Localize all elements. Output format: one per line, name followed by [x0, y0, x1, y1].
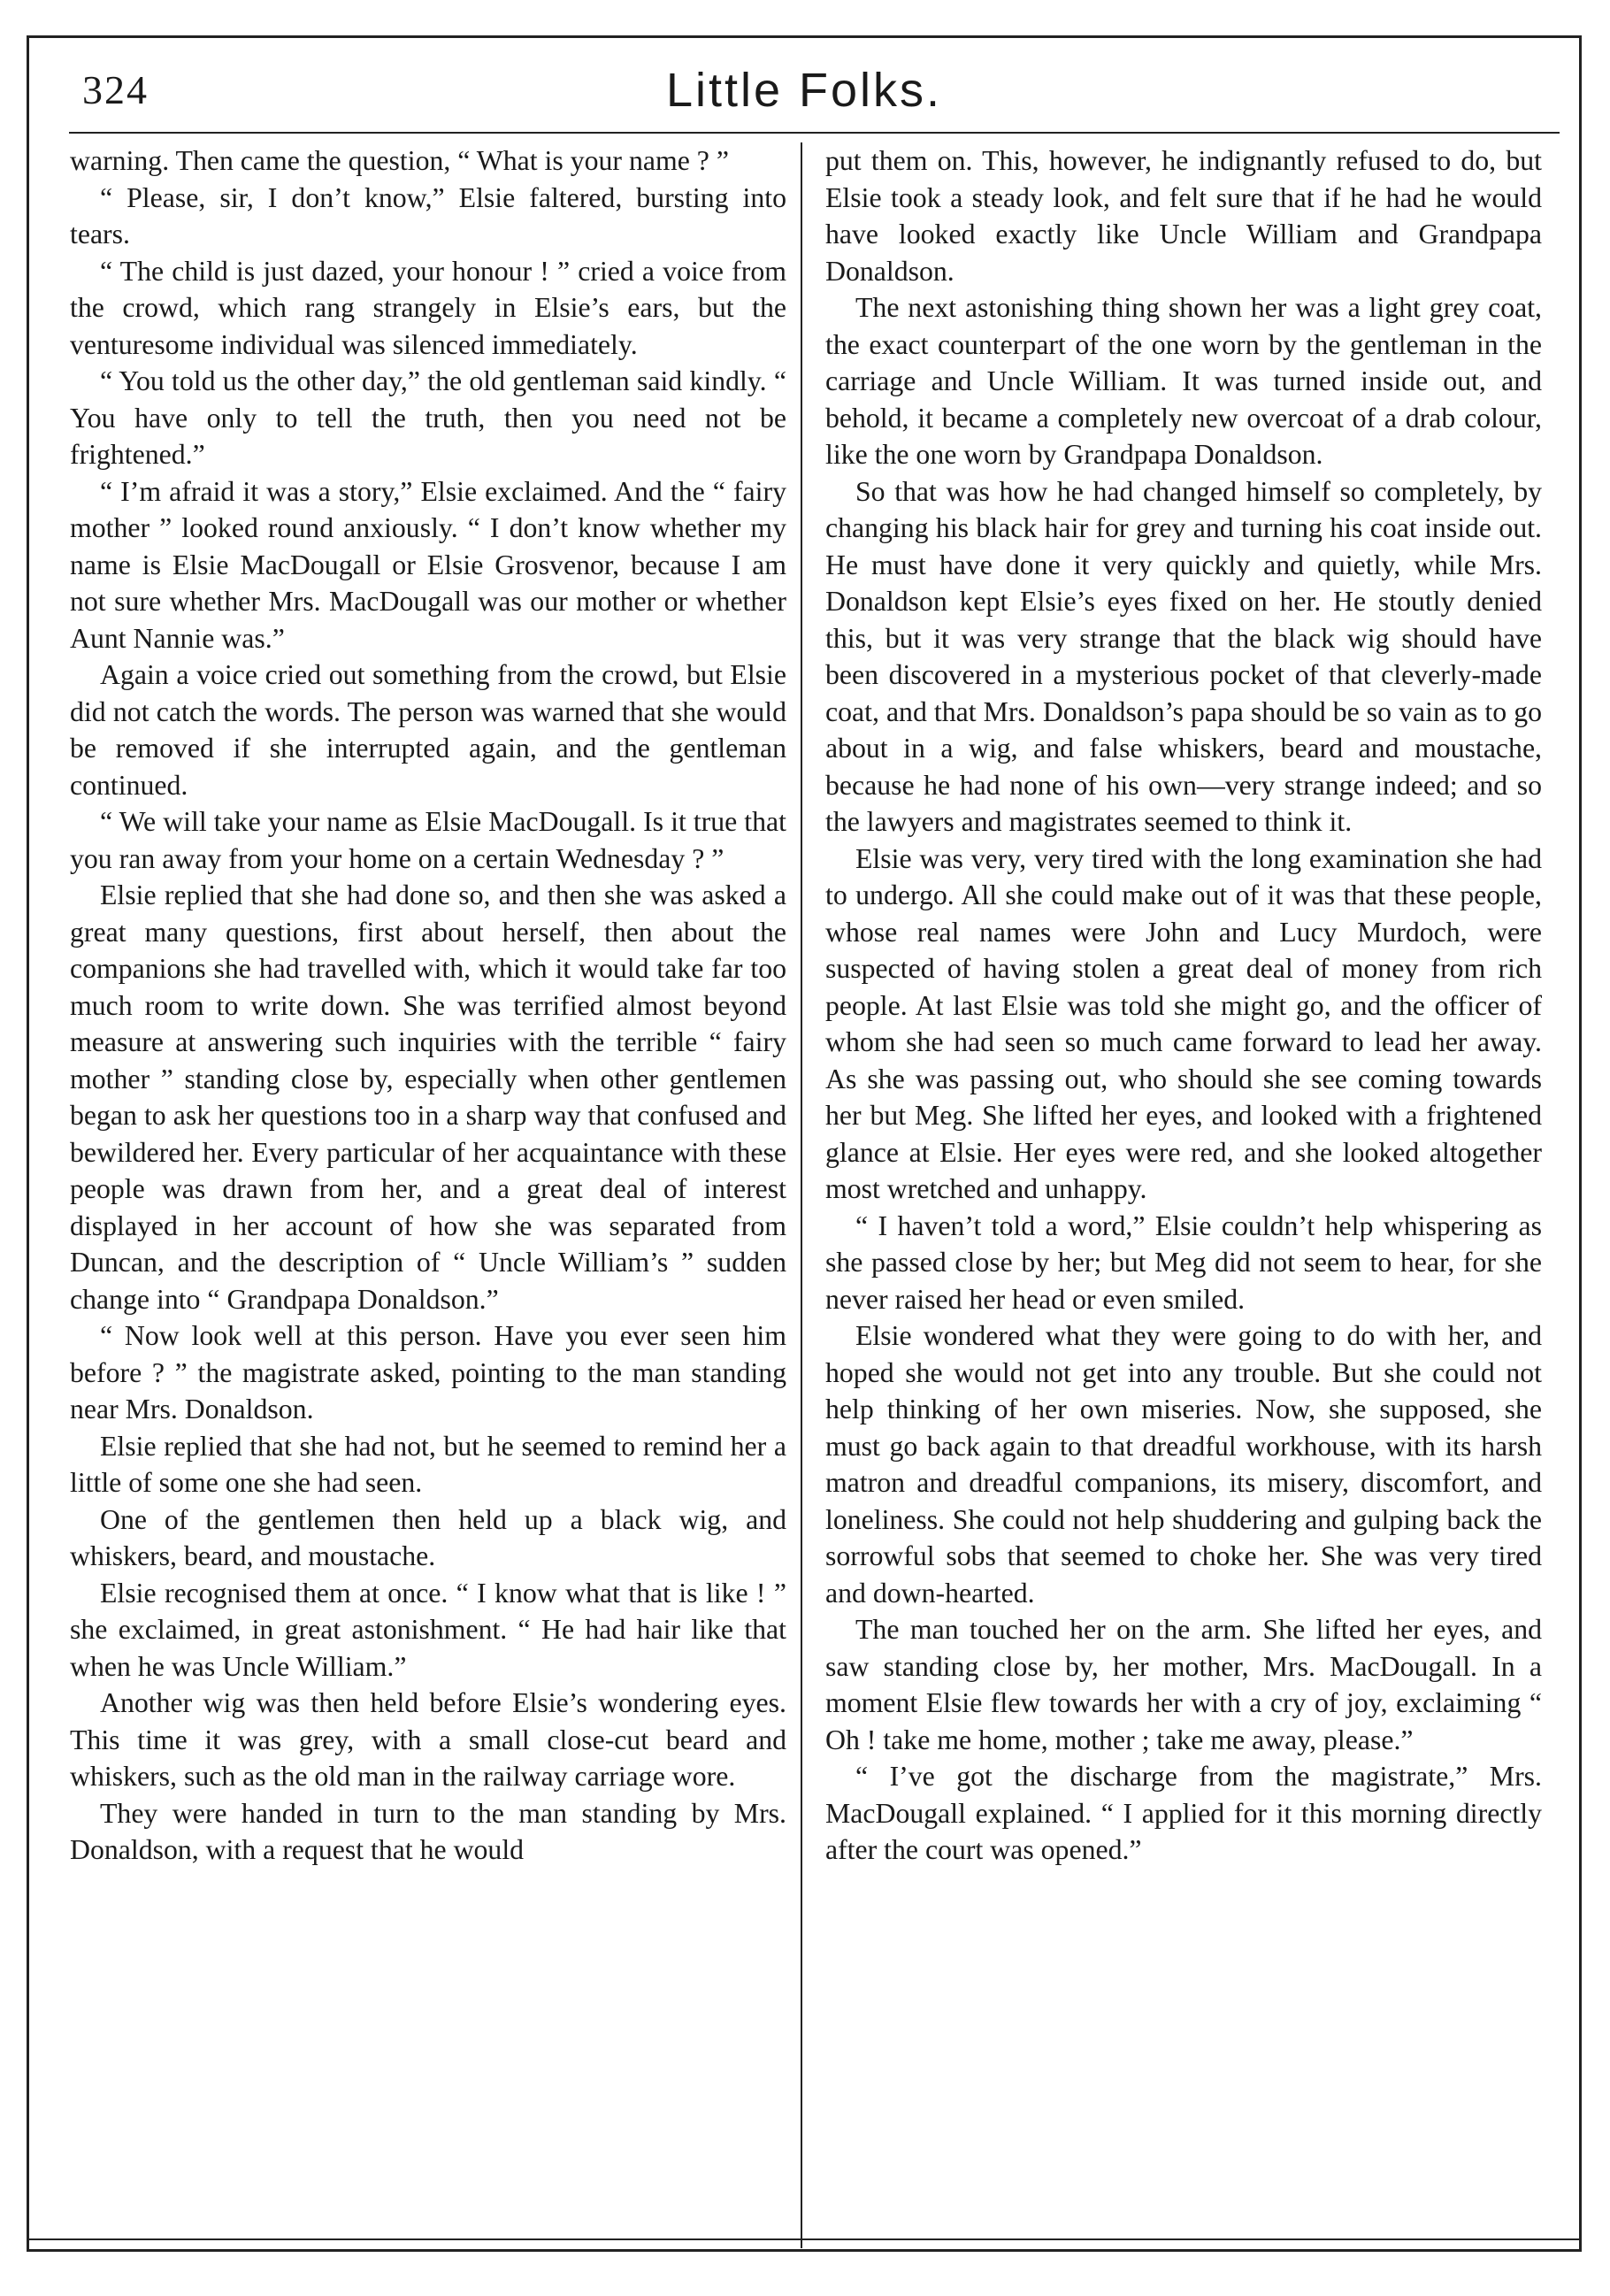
paragraph: “ The child is just dazed, your honour ! ” cried a voice from the crowd, which rang strangely in Elsie’s ears, but the venturesome individual was silenced immediately.: [70, 255, 786, 360]
paragraph: Elsie was very, very tired with the long examination she had to undergo. All she could make out of it was that these people, whose real names were John and Lucy Murdoch, were suspected of having stolen a great deal of money from rich people. At last Elsie was told she might go, and the officer of whom she had seen so much came forward to lead her away. As she was passing out, who should she see coming towards her but Meg. She lifted her eyes, and looked with a frightened glance at Elsie. Her eyes were red, and she looked altogether most wretched and unhappy.: [825, 842, 1542, 1204]
paragraph: The next astonishing thing shown her was a light grey coat, the exact counterpart of the one worn by the gentleman in the carriage and Uncle William. It was turned inside out, and behold, it became a completely new overcoat of a drab colour, like the one worn by Grandpapa Donaldson.: [825, 292, 1542, 470]
page-frame: [27, 35, 1582, 2252]
page-header: [29, 38, 1579, 130]
right-column: [825, 142, 1542, 1869]
column-divider: [801, 142, 802, 2248]
paragraph: “ You told us the other day,” the old gentleman said kindly. “ You have only to tell the truth, then you need not be frightened.”: [70, 365, 786, 470]
paragraph: One of the gentlemen then held up a black wig, and whiskers, beard, and moustache.: [70, 1503, 786, 1571]
header-rule: [69, 132, 1560, 134]
left-column: [70, 142, 786, 1869]
paragraph: “ I haven’t told a word,” Elsie couldn’t help whispering as she passed close by her; but Meg did not seem to hear, for she never raised her head or even smiled.: [825, 1209, 1542, 1315]
paragraph: “ Please, sir, I don’t know,” Elsie faltered, bursting into tears.: [70, 181, 786, 250]
paragraph: “ I’m afraid it was a story,” Elsie exclaimed. And the “ fairy mother ” looked round anxiously. “ I don’t know whether my name is Elsie MacDougall or Elsie Grosvenor, because I am not sure whether Mrs. MacDougall was our mother or whether Aunt Nannie was.”: [70, 475, 786, 654]
paragraph: put them on. This, however, he indignantly refused to do, but Elsie took a steady look, and felt sure that if he had he would have looked exactly like Uncle William and Grandpapa Donaldson.: [825, 145, 1542, 287]
paragraph: warning. Then came the question, “ What is your name ? ”: [70, 145, 729, 176]
paragraph: They were handed in turn to the man standing by Mrs. Donaldson, with a request that he would: [70, 1797, 786, 1865]
paragraph: “ I’ve got the discharge from the magistrate,” Mrs. MacDougall explained. “ I applied for it this morning directly after the court was opened.”: [825, 1761, 1542, 1865]
paragraph: Again a voice cried out something from the crowd, but Elsie did not catch the words. The person was warned that she would be removed if she interrupted again, and the gentleman continued.: [70, 659, 786, 801]
paragraph: So that was how he had changed himself so completely, by changing his black hair for grey and turning his coat inside out. He must have done it very quickly and quietly, while Mrs. Donaldson kept Elsie’s eyes fixed on her. He stoutly denied this, but it was very strange that the black wig should have been discovered in a mysterious pocket of that cleverly-made coat, and that Mrs. Donaldson’s papa should be so vain as to go about in a wig, and false whiskers, beard and moustache, because he had none of his own—very strange indeed; and so the lawyers and magistrates seemed to think it.: [825, 475, 1542, 837]
paragraph: The man touched her on the arm. She lifted her eyes, and saw standing close by, her mother, Mrs. MacDougall. In a moment Elsie flew towards her with a cry of joy, exclaiming “ Oh ! take me home, mother ; take me away, please.”: [825, 1614, 1542, 1755]
page-number: 324: [82, 67, 149, 112]
paragraph: Elsie wondered what they were going to do with her, and hoped she would not get into any trouble. But she could not help thinking of her own miseries. Now, she supposed, she must go back again to that dreadful workhouse, with its harsh matron and dreadful companions, its misery, discomfort, and loneliness. She could not help shuddering and gulping back the sorrowful sobs that seemed to choke her. She was very tired and down-hearted.: [825, 1320, 1542, 1609]
bottom-rule: [29, 2238, 1579, 2240]
paragraph: “ Now look well at this person. Have you ever seen him before ? ” the magistrate asked, pointing to the man standing near Mrs. Donaldson.: [70, 1320, 786, 1424]
paragraph: Elsie replied that she had done so, and then she was asked a great many questions, first about herself, then about the companions she had travelled with, which it would take far too much room to write down. She was terrified almost beyond measure at answering such inquiries with the terrible “ fairy mother ” standing close by, especially when other gentlemen began to ask her questions too in a sharp way that confused and bewildered her. Every particular of her acquaintance with these people was drawn from her, and a great deal of interest displayed in her account of how she was separated from Duncan, and the description of “ Uncle William’s ” sudden change into “ Grandpapa Donaldson.”: [70, 879, 786, 1315]
paragraph: Another wig was then held before Elsie’s wondering eyes. This time it was grey, with a small close-cut beard and whiskers, such as the old man in the railway carriage wore.: [70, 1687, 786, 1792]
paragraph: “ We will take your name as Elsie MacDougall. Is it true that you ran away from your home on a certain Wednesday ? ”: [70, 806, 786, 874]
paragraph: Elsie recognised them at once. “ I know what that is like ! ” she exclaimed, in great astonishment. “ He had hair like that when he was Uncle William.”: [70, 1577, 786, 1682]
running-title: Little Folks.: [665, 64, 943, 117]
paragraph: Elsie replied that she had not, but he seemed to remind her a little of some one she had seen.: [70, 1430, 786, 1498]
